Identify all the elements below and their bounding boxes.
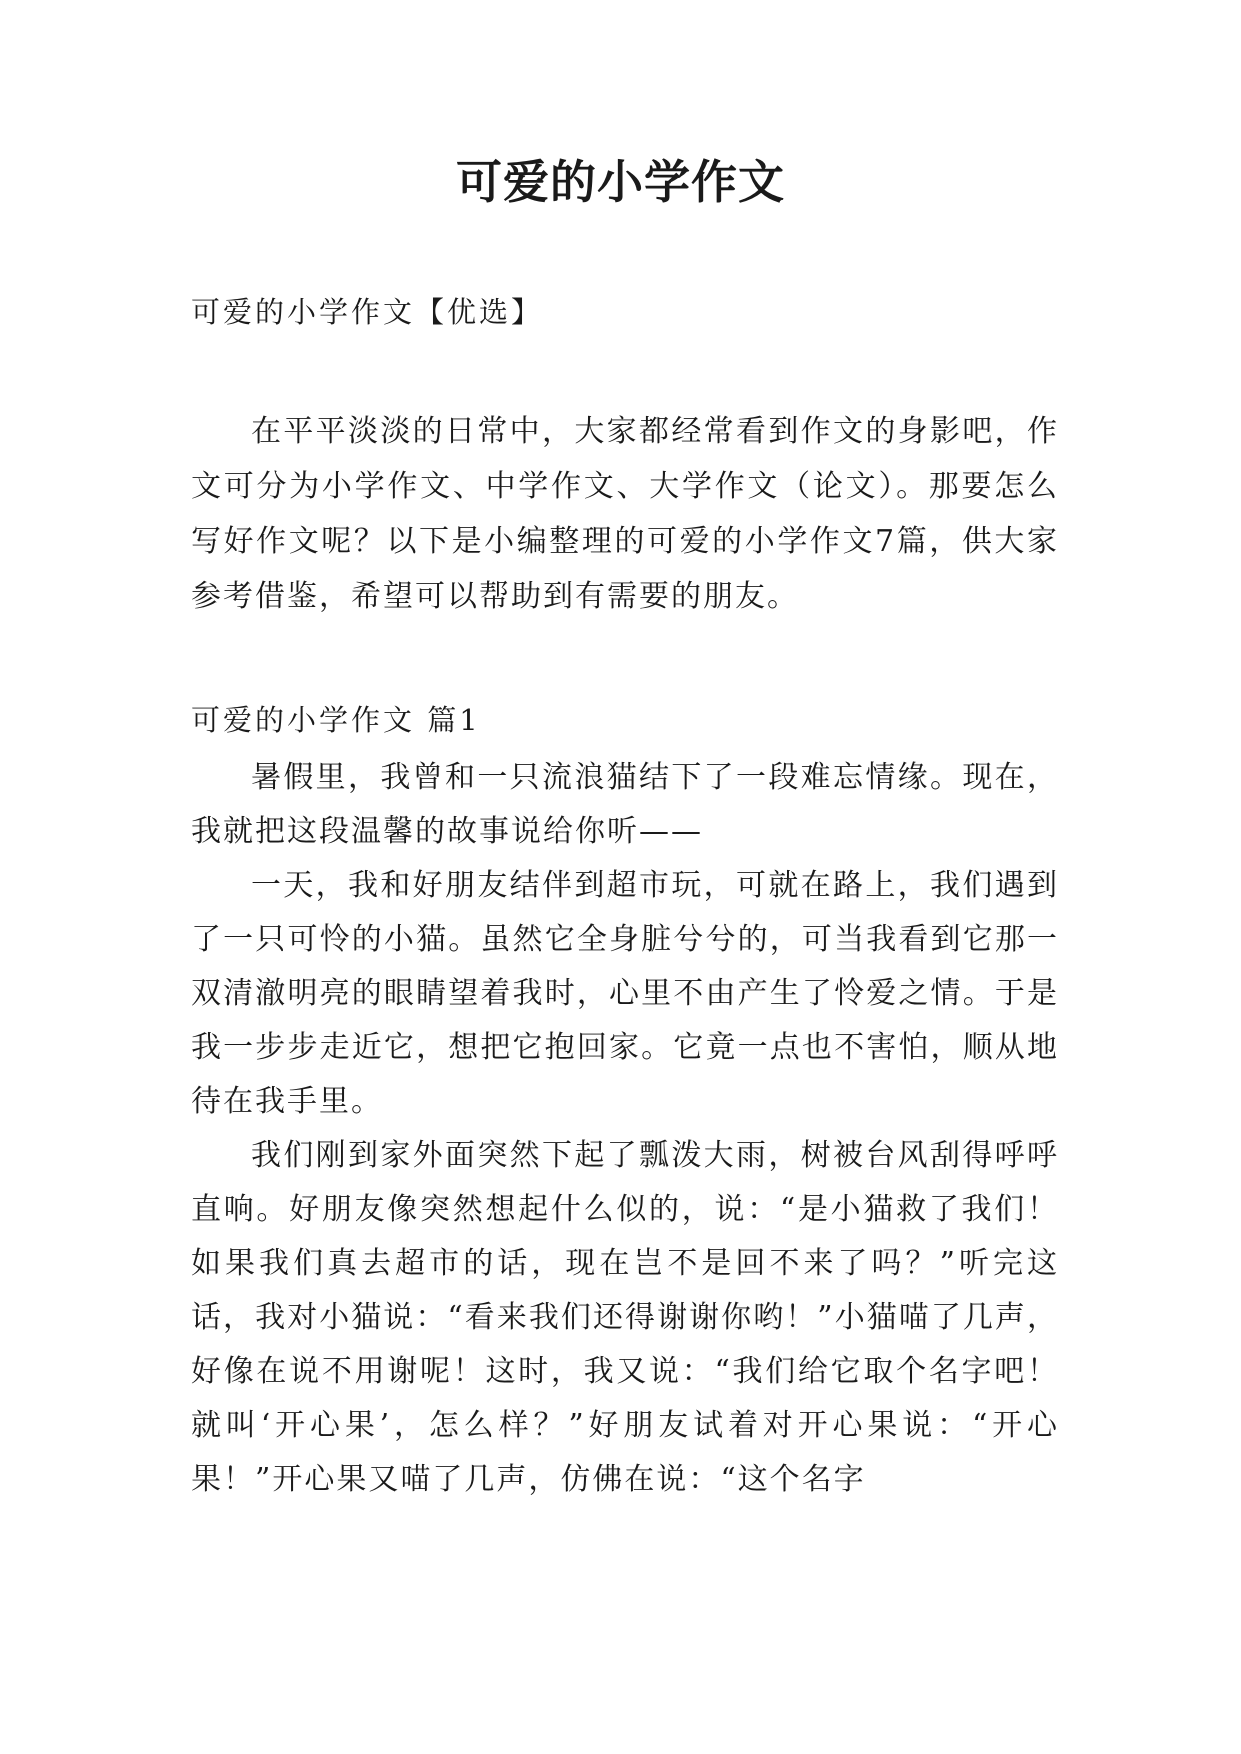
essay-paragraph-1: 暑假里，我曾和一只流浪猫结下了一段难忘情缘。现在，我就把这段温馨的故事说给你听—— bbox=[191, 760, 1059, 849]
section-heading: 可爱的小学作文 篇1 bbox=[191, 703, 481, 737]
essay-paragraph-3: 我们刚到家外面突然下起了瓢泼大雨，树被台风刮得呼呼直响。好朋友像突然想起什么似的，说：“是小猫救了我们！如果我们真去超市的话，现在岂不是回不来了吗？”听完这话，我对小猫说：“看来我们还得谢谢你哟！”小猫喵了几声，好像在说不用谢呢！这时，我又说：“我们给它取个名字吧！就叫‘开心果’，怎么样？”好朋友试着对开心果说：“开心果！”开心果又喵了几声，仿佛在说：“这个名字 bbox=[191, 1138, 1059, 1497]
intro-paragraph: 在平平淡淡的日常中，大家都经常看到作文的身影吧，作文可分为小学作文、中学作文、大学作文（论文）。那要怎么写好作文呢？以下是小编整理的可爱的小学作文7篇，供大家参考借鉴，希望可以帮助到有需要的朋友。 bbox=[191, 414, 1059, 614]
document-subtitle: 可爱的小学作文【优选】 bbox=[191, 295, 544, 329]
document-title: 可爱的小学作文 bbox=[456, 155, 785, 209]
essay-paragraph-2: 一天，我和好朋友结伴到超市玩，可就在路上，我们遇到了一只可怜的小猫。虽然它全身脏兮兮的，可当我看到它那一双清澈明亮的眼睛望着我时，心里不由产生了怜爱之情。于是我一步步走近它，想把它抱回家。它竟一点也不害怕，顺从地待在我手里。 bbox=[191, 868, 1059, 1119]
essay-body bbox=[191, 751, 1059, 1507]
